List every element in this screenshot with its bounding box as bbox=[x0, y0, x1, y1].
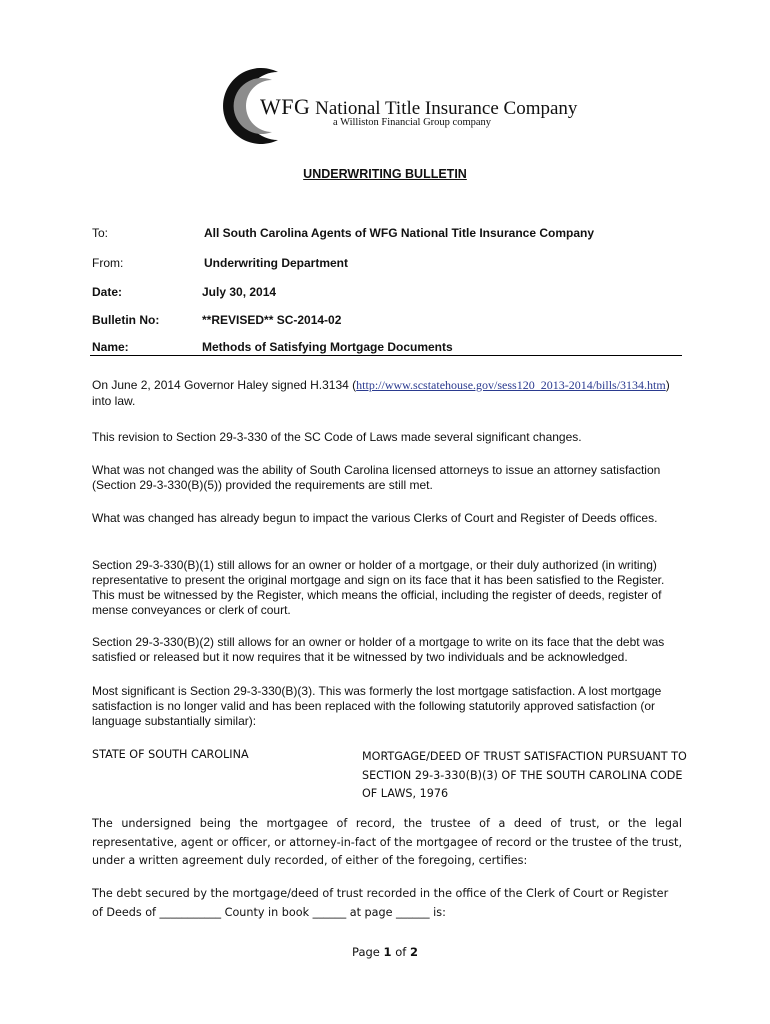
p1-text-before: On June 2, 2014 Governor Haley signed H.3134 ( bbox=[92, 378, 357, 392]
page-current: 1 bbox=[383, 945, 392, 959]
to-value: All South Carolina Agents of WFG National Title Insurance Company bbox=[204, 226, 595, 240]
bill-link[interactable]: http://www.scstatehouse.gov/sess120_2013-2014/bills/3134.htm bbox=[356, 378, 666, 392]
brand-name: National Title Insurance Company bbox=[315, 98, 578, 119]
paragraph-7: Most significant is Section 29-3-330(B)(3). This was formerly the lost mortgage satisfaction. A lost mortgage satisfaction is no longer valid and has been replaced with the following statutorily approved satisfaction (or language substantially similar): bbox=[92, 684, 662, 728]
page-title: UNDERWRITING BULLETIN bbox=[303, 167, 467, 181]
from-label: From: bbox=[92, 256, 124, 270]
paragraph-4: What was changed has already begun to impact the various Clerks of Court and Register of Deeds offices. bbox=[92, 511, 658, 525]
paragraph-6: Section 29-3-330(B)(2) still allows for an owner or holder of a mortgage to write on its face that the debt was satisfied or released but it now requires that it be witnessed by two individuals and be acknowledged. bbox=[92, 635, 665, 664]
company-logo bbox=[220, 64, 578, 148]
paragraph-5: Section 29-3-330(B)(1) still allows for an owner or holder of a mortgage, or their duly authorized (in writing) representative to present the original mortgage and sign on its face that it has been satisfied to the Register. This must be witnessed by the Register, which means the official, including the register of deeds, register of mense conveyances or clerk of court. bbox=[92, 558, 665, 617]
form-state: STATE OF SOUTH CAROLINA bbox=[92, 748, 249, 761]
bulletin-label: Bulletin No: bbox=[92, 313, 160, 327]
form-heading: MORTGAGE/DEED OF TRUST SATISFACTION PURSUANT TO SECTION 29-3-330(B)(3) OF THE SOUTH CAROLINA CODE OF LAWS, 1976 bbox=[362, 750, 687, 800]
from-value: Underwriting Department bbox=[204, 256, 349, 270]
p1-text-after: ) into law. bbox=[92, 378, 670, 408]
bulletin-value: **REVISED** SC-2014-02 bbox=[202, 313, 342, 327]
page-number bbox=[0, 945, 770, 959]
paragraph-3: What was not changed was the ability of South Carolina licensed attorneys to issue an attorney satisfaction (Section 29-3-330(B)(5)) provided the requirements are still met. bbox=[92, 463, 661, 492]
to-label: To: bbox=[92, 226, 109, 240]
date-value: July 30, 2014 bbox=[202, 285, 277, 299]
company-tagline: a Williston Financial Group company bbox=[333, 117, 492, 128]
form-paragraph-2: The debt secured by the mortgage/deed of trust recorded in the office of the Clerk of Court or Register of Deeds of ___________ County in book ______ at page ______ is: bbox=[92, 887, 669, 919]
header-divider bbox=[90, 355, 682, 356]
page-word: Page bbox=[352, 945, 380, 959]
date-label: Date: bbox=[92, 285, 123, 299]
page-total: 2 bbox=[409, 945, 418, 959]
paragraph-1 bbox=[92, 377, 682, 409]
paragraph-2: This revision to Section 29-3-330 of the SC Code of Laws made several significant changes. bbox=[92, 430, 582, 444]
form-paragraph-1: The undersigned being the mortgagee of record, the trustee of a deed of trust, or the legal representative, agent or officer, or attorney-in-fact of the mortgagee of record or the trustee of the trust, under a written agreement duly recorded, of either of the foregoing, certifies: bbox=[92, 817, 682, 867]
of-word: of bbox=[395, 945, 407, 959]
name-label: Name: bbox=[92, 340, 129, 354]
name-value: Methods of Satisfying Mortgage Documents bbox=[202, 340, 453, 354]
brand-mark: WFG bbox=[260, 94, 311, 119]
